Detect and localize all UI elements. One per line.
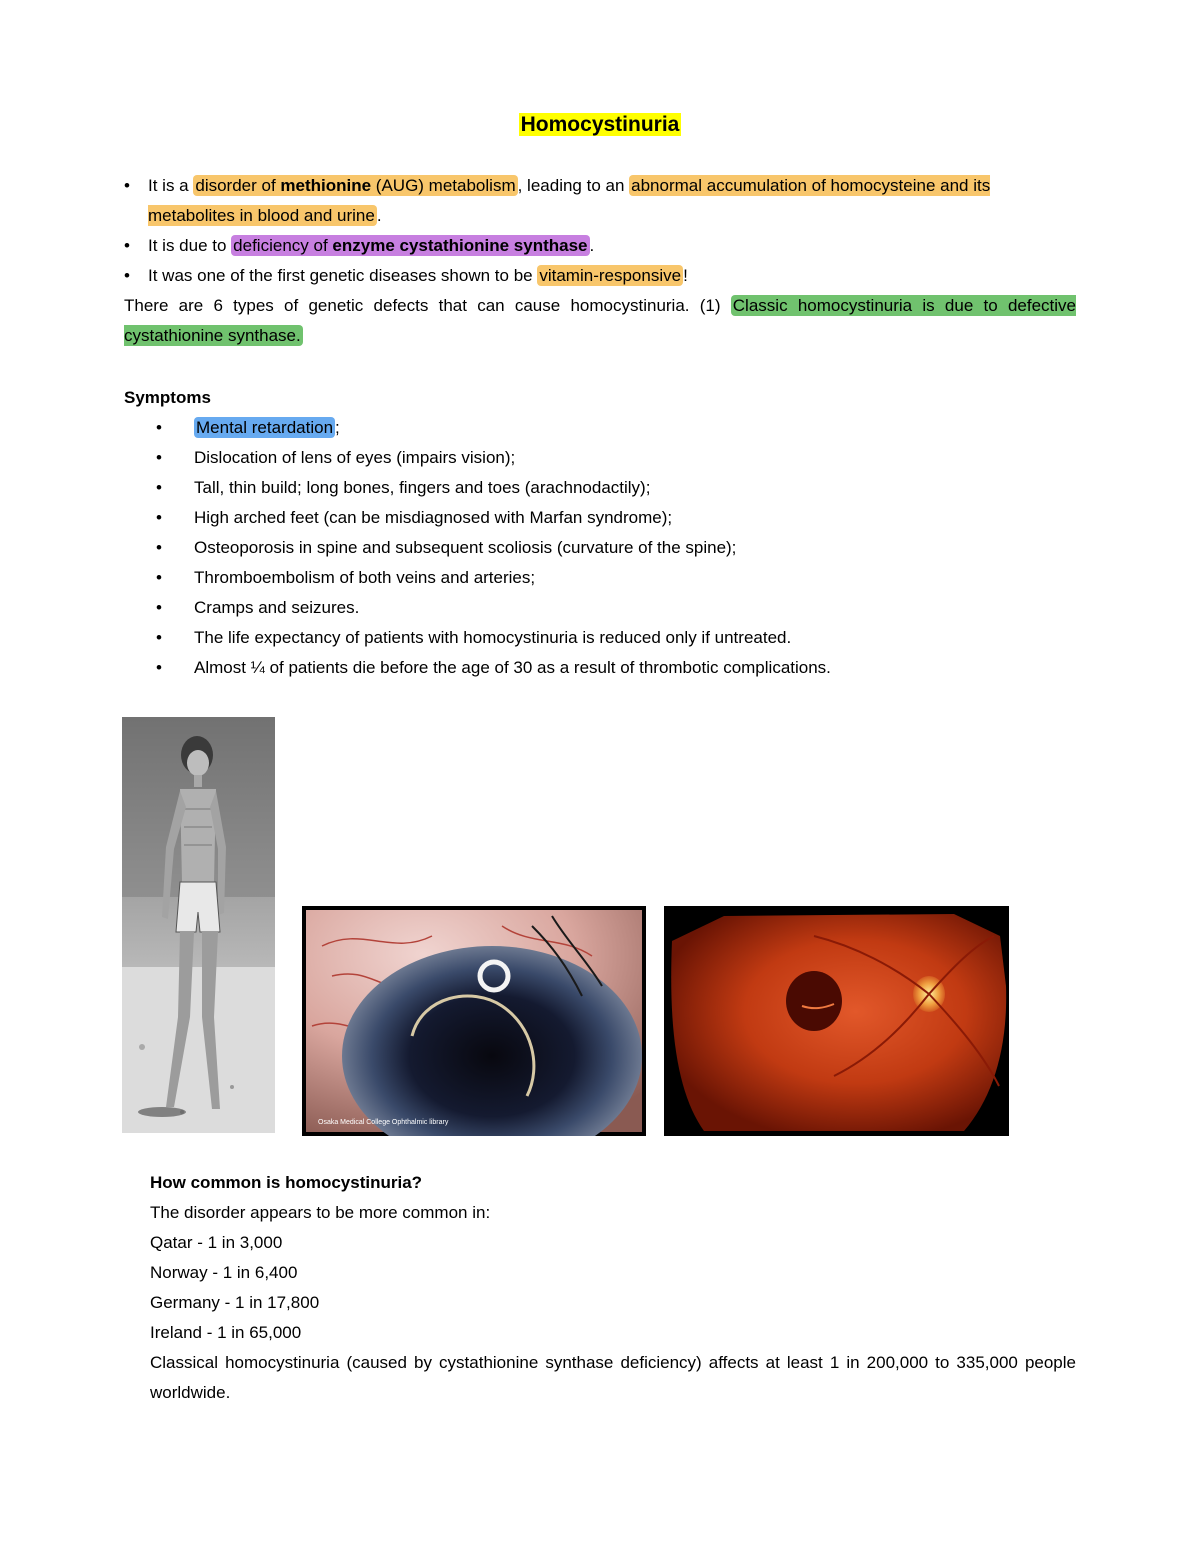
symptom-item: • Dislocation of lens of eyes (impairs vision); [124,443,1076,473]
highlight-vitamin: vitamin-responsive [539,266,682,285]
prevalence-country: Ireland - 1 in 65,000 [150,1323,302,1342]
types-paragraph: There are 6 types of genetic defects that can cause homocystinuria. (1) Classic homocystinuria is due to defective cystathionine synthase. [124,296,1076,345]
symptoms-section [124,383,1076,683]
prevalence-question: How common is homocystinuria? [150,1173,423,1192]
prevalence-country: Germany - 1 in 17,800 [150,1293,320,1312]
symptom-item: • High arched feet (can be misdiagnosed with Marfan syndrome); [124,503,1076,533]
symptom-item: • Cramps and seizures. [124,593,1076,623]
highlight-disorder: disorder of methionine (AUG) metabolism [195,176,516,195]
intro-bullet-2: • It is due to deficiency of enzyme cystathionine synthase . [124,231,1076,261]
symptoms-list [124,413,1076,683]
page-title [0,110,1200,140]
title-text: Homocystinuria [520,113,680,136]
symptoms-heading: Symptoms [124,388,211,407]
symptom-item: • Mental retardation ; [124,413,1076,443]
prevalence-section [150,1168,1076,1408]
patient-figure-illustration [122,717,275,1133]
symptom-item: • The life expectancy of patients with homocystinuria is reduced only if untreated. [124,623,1076,653]
intro-bullet-1: • It is a disorder of methionine (AUG) metabolism , leading to an abnormal accumulation of homocysteine and its metabolites in blood and urine . [124,171,1076,231]
eye-illustration [302,906,646,1136]
retina-fundus-photo [664,906,1009,1136]
symptom-item: • Tall, thin build; long bones, fingers and toes (arachnodactily); [124,473,1076,503]
symptom-item: • Almost ¼ of patients die before the age of 30 as a result of thrombotic complications. [124,653,1076,683]
prevalence-country: Qatar - 1 in 3,000 [150,1233,283,1252]
eye-photo-caption: Osaka Medical College Ophthalmic library [318,1119,449,1126]
highlight-deficiency: deficiency of enzyme cystathionine synthase [233,236,588,255]
fundus-illustration [664,906,1009,1136]
intro-bullet-3: • It was one of the first genetic diseases shown to be vitamin-responsive ! [124,261,1076,291]
eye-lens-photo [302,906,646,1136]
symptom-item: • Osteoporosis in spine and subsequent scoliosis (curvature of the spine); [124,533,1076,563]
patient-photo [122,717,275,1133]
highlight-mental: Mental retardation [196,418,334,437]
intro-list [124,171,1076,291]
prevalence-summary: Classical homocystinuria (caused by cystathionine synthase deficiency) affects at least 1 in 200,000 to 335,000 people worldwide. [150,1353,1076,1402]
prevalence-country: Norway - 1 in 6,400 [150,1263,298,1282]
prevalence-intro: The disorder appears to be more common in: [150,1203,491,1222]
intro-section [124,171,1076,351]
highlight-accumulation: abnormal accumulation of homocysteine and its metabolites in blood and urine [148,176,991,225]
symptom-item: • Thromboembolism of both veins and arteries; [124,563,1076,593]
highlight-classic: Classic homocystinuria is due to defective cystathionine synthase. [124,296,1076,345]
